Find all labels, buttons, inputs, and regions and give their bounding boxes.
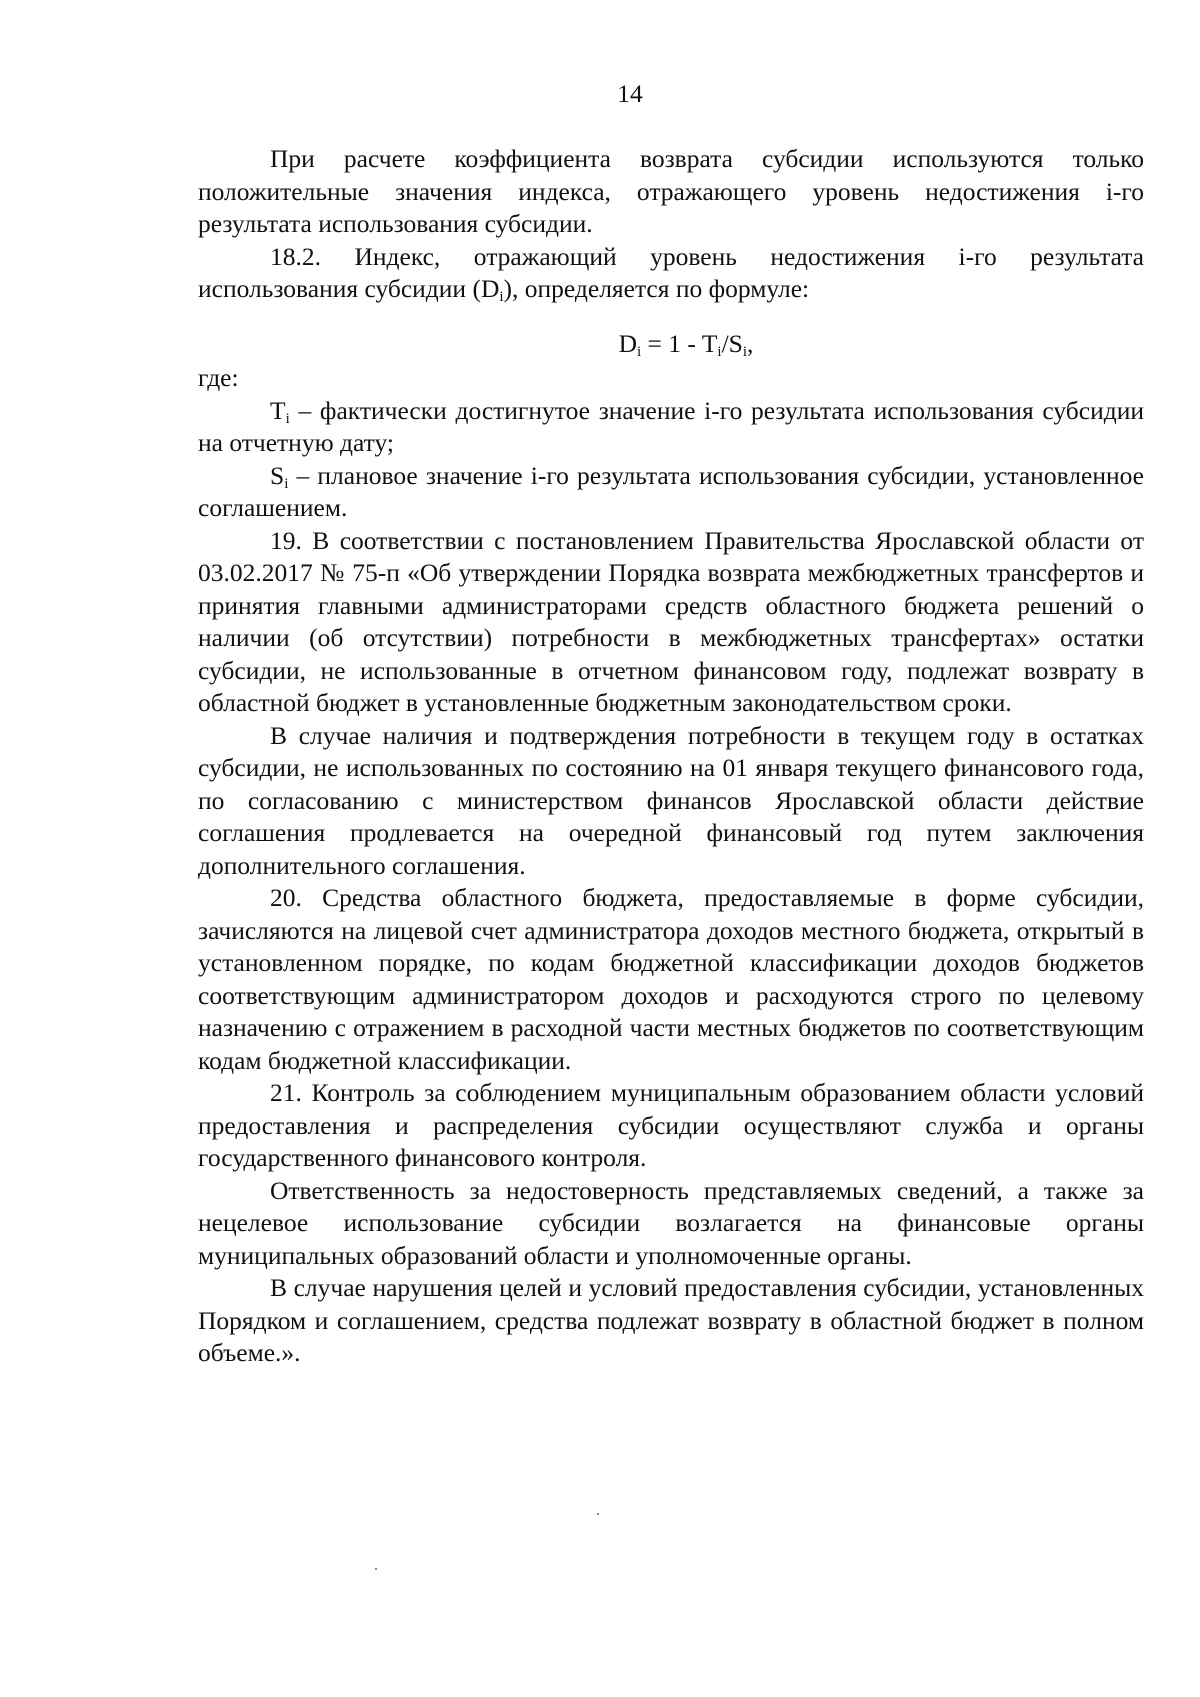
paragraph-18-2-end: ), определяется по формуле:	[503, 274, 810, 303]
formula-t-sub: i	[717, 343, 722, 360]
definition-s-symbol: S	[270, 460, 285, 490]
definition-t	[198, 395, 1144, 460]
paragraph-18-2-text: 18.2. Индекс, отражающий уровень недостижения i-го результата использования субсидии (D	[198, 241, 1144, 303]
paragraph-19-extension: В случае наличия и подтверждения потребности в текущем году в остатках субсидии, не использованных по состоянию на 01 января текущего финансового года, по согласованию с министерством финансов Ярославской области действие соглашения продлевается на очередной финансовый год путем заключения дополнительного соглашения.	[198, 720, 1144, 880]
definition-s-text: – плановое значение i-го результата использования субсидии, установленное соглашением.	[198, 460, 1144, 522]
paragraph-21-violation: В случае нарушения целей и условий предоставления субсидии, установленных Порядком и соглашением, средства подлежат возврату в областной бюджет в полном объеме.».	[198, 1273, 1144, 1367]
paragraph-19: 19. В соответствии с постановлением Правительства Ярославской области от 03.02.2017 № 75-п «Об утверждении Порядка возврата межбюджетных трансфертов и принятия главными администраторами средств областного бюджета решений о наличии (об отсутствии) потребности в межбюджетных трансфертах» остатки субсидии, не использованные в отчетном финансовом году, подлежат возврату в областной бюджет в установленные бюджетным законодательством сроки.	[198, 525, 1144, 717]
document-body	[198, 143, 1144, 1370]
formula-d: D	[618, 328, 637, 358]
scan-speck	[597, 1513, 599, 1515]
paragraph-21-responsibility: Ответственность за недостоверность представляемых сведений, а также за нецелевое использование субсидии возлагается на финансовые органы муниципальных образований области и уполномоченные органы.	[198, 1175, 1144, 1270]
definition-t-text: – фактически достигнутое значение i-го результата использования субсидии на отчетную дату;	[198, 395, 1144, 457]
page-number: 14	[617, 79, 643, 108]
paragraph-coefficient-note: При расчете коэффициента возврата субсидии используются только положительные значения индекса, отражающего уровень недостижения i-го результата использования субсидии.	[198, 144, 1144, 238]
definition-s	[198, 460, 1144, 525]
paragraph-18-2	[198, 241, 1144, 306]
formula-slash: /S	[721, 328, 743, 358]
subscript: i	[499, 289, 504, 305]
definition-t-sub: i	[285, 410, 290, 427]
definition-s-sub: i	[284, 475, 289, 492]
formula-s-sub: i	[742, 343, 748, 360]
formula-middle: = 1 - T	[641, 328, 718, 358]
formula-d-sub: i	[637, 343, 642, 360]
definition-t-symbol: T	[270, 395, 286, 425]
where-label: где:	[198, 363, 239, 392]
formula-end: ,	[747, 328, 754, 358]
paragraph-20: 20. Средства областного бюджета, предоставляемые в форме субсидии, зачисляются на лицевой счет администратора доходов местного бюджета, открытый в установленном порядке, по кодам бюджетной классификации доходов бюджетов соответствующим администратором доходов и расходуются строго по целевому назначению с отражением в расходной части местных бюджетов по соответствующим кодам бюджетной классификации.	[198, 883, 1144, 1075]
formula	[198, 328, 1144, 361]
scan-speck	[375, 1568, 377, 1570]
paragraph-21: 21. Контроль за соблюдением муниципальным образованием области условий предоставления и распределения субсидии осуществляют служба и органы государственного финансового контроля.	[198, 1078, 1144, 1172]
